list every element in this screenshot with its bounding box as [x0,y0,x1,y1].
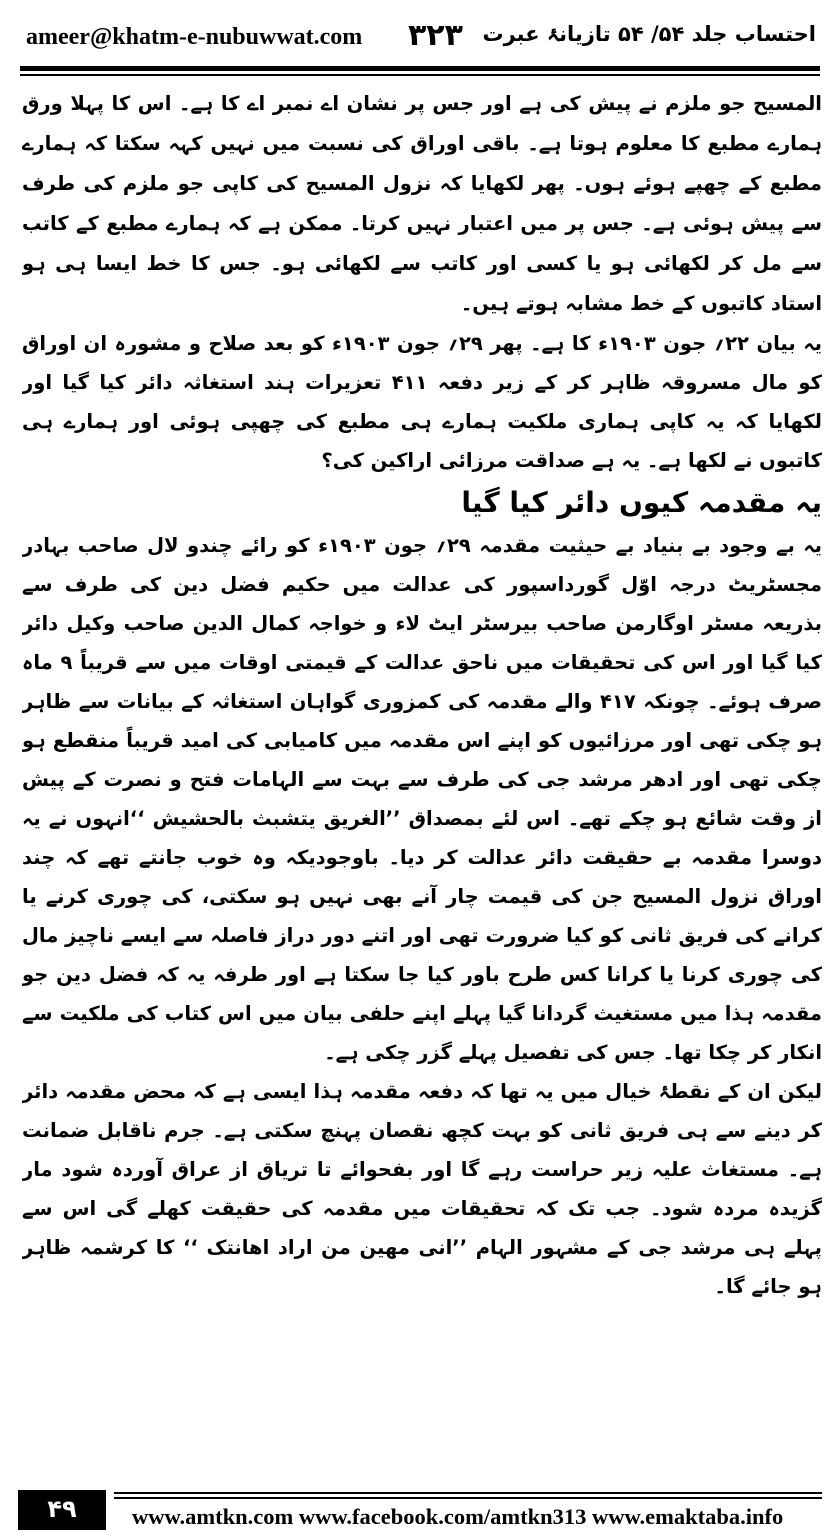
footer-rule-bottom [114,1497,822,1499]
page-footer [14,1490,826,1530]
book-title: احتساب جلد ۵۴/ ۵۴ تازیانۂ عبرت [482,22,816,46]
footer-links[interactable]: www.amtkn.com www.facebook.com/amtkn313 www.emaktaba.info [132,1504,784,1529]
page-number: ۳۲۳ [408,18,463,53]
folio-number: ۴۹ [18,1490,106,1530]
header-email: ameer@khatm-e-nubuwwat.com [26,24,363,50]
paragraph-2: یہ بیان ۲۲؍ جون ۱۹۰۳ء کا ہے۔ پھر ۲۹؍ جون ۱۹۰۳ء کو بعد صلاح و مشورہ ان اوراق کو مال مسروقہ ظاہر کر کے زیر دفعہ ۴۱۱ تعزیرات ہند استغاثہ دائر کیا گیا اور لکھایا کہ یہ کاپی ہماری ملکیت ہمارے ہی مطبع کی چھپی ہوئی اور ہمارے ہی کاتبوں نے لکھا ہے۔ یہ ہے صداقت مرزائی اراکین کی؟ [22,332,822,472]
paragraph-3: یہ بے وجود بے بنیاد بے حیثیت مقدمہ ۲۹؍ جون ۱۹۰۳ء کو رائے چندو لال صاحب بہادر مجسٹریٹ درجہ اوّل گورداسپور کی عدالت میں حکیم فضل دین کی طرف سے بذریعہ مسٹر اوگارمن صاحب بیرسٹر ایٹ لاء و خواجہ کمال الدین صاحب وکیل دائر کیا گیا اور اس کی تحقیقات میں ناحق عدالت کے قیمتی اوقات میں سے قریباً ۹ ماہ صرف ہوئے۔ چونکہ ۴۱۷ والے مقدمہ کی کمزوری گواہان استغاثہ کے بیانات سے ظاہر ہو چکی تھی اور مرزائیوں کو اپنے اس مقدمہ میں کامیابی کی امید قریباً منقطع ہو چکی تھی اور ادھر مرشد جی کی طرف سے بہت سے الہامات فتح و نصرت کے پیش از وقت شائع ہو چکے تھے۔ اس لئے بمصداق ’’الغریق یتشبث بالحشیش ‘‘انہوں نے یہ دوسرا مقدمہ بے حقیقت دائر عدالت کر دیا۔ باوجودیکہ وہ خوب جانتے تھے کہ چند اوراق نزول المسیح جن کی قیمت چار آنے بھی نہیں ہو سکتی، کی چوری کرنے یا کرانے کی فریق ثانی کو کیا ضرورت تھی اور اتنے دور دراز فاصلہ سے ایسے ناچیز مال کی چوری کرنا یا کرانا کس طرح باور کیا جا سکتا ہے اور طرفہ یہ کہ فضل دین جو مقدمہ ہذا میں مستغیث گردانا گیا پہلے اپنے حلفی بیان میں اس کتاب کی ملکیت سے انکار کر چکا تھا۔ جس کی تفصیل پہلے گزر چکی ہے۔ [22,534,822,1064]
header-rule-thin [20,74,820,76]
page-header [20,18,820,60]
header-rule-thick [20,66,820,71]
page-body [22,84,822,1454]
section-heading: یہ مقدمہ کیوں دائر کیا گیا [461,486,822,519]
paragraph-4: لیکن ان کے نقطۂ خیال میں یہ تھا کہ دفعہ مقدمہ ہذا ایسی ہے کہ محض مقدمہ دائر کر دینے سے ہی فریق ثانی کو بہت کچھ نقصان پہنچ سکتی ہے۔ جرم ناقابل ضمانت ہے۔ مستغاث علیہ زیر حراست رہے گا اور بفحوائے تا تریاق از عراق آوردہ شود مار گزیدہ مردہ شود۔ جب تک کہ تحقیقات میں مقدمہ کی حقیقت کھلے گی اس سے پہلے ہی مرشد جی کے مشہور الہام ’’انی مھین من اراد اھانتک ‘‘ کا کرشمہ ظاہر ہو جائے گا۔ [22,1080,822,1298]
paragraph-1: المسیح جو ملزم نے پیش کی ہے اور جس پر نشان اے نمبر اے کا ہے۔ اس کا پہلا ورق ہمارے مطبع کا معلوم ہوتا ہے۔ باقی اوراق کی نسبت میں نہیں کہہ سکتا کہ ہمارے مطبع کے چھپے ہوئے ہوں۔ پھر لکھایا کہ نزول المسیح کی کاپی جو ملزم کی طرف سے پیش ہوئی ہے۔ جس پر میں اعتبار نہیں کرتا۔ ممکن ہے کہ ہمارے مطبع کے کاتب سے مل کر لکھائی ہو یا کسی اور کاتب سے لکھائی ہو۔ جس کا خط ایسا ہی ہو استاد کاتبوں کے خط مشابہ ہوتے ہیں۔ [22,92,822,315]
footer-rule-top [114,1492,822,1494]
